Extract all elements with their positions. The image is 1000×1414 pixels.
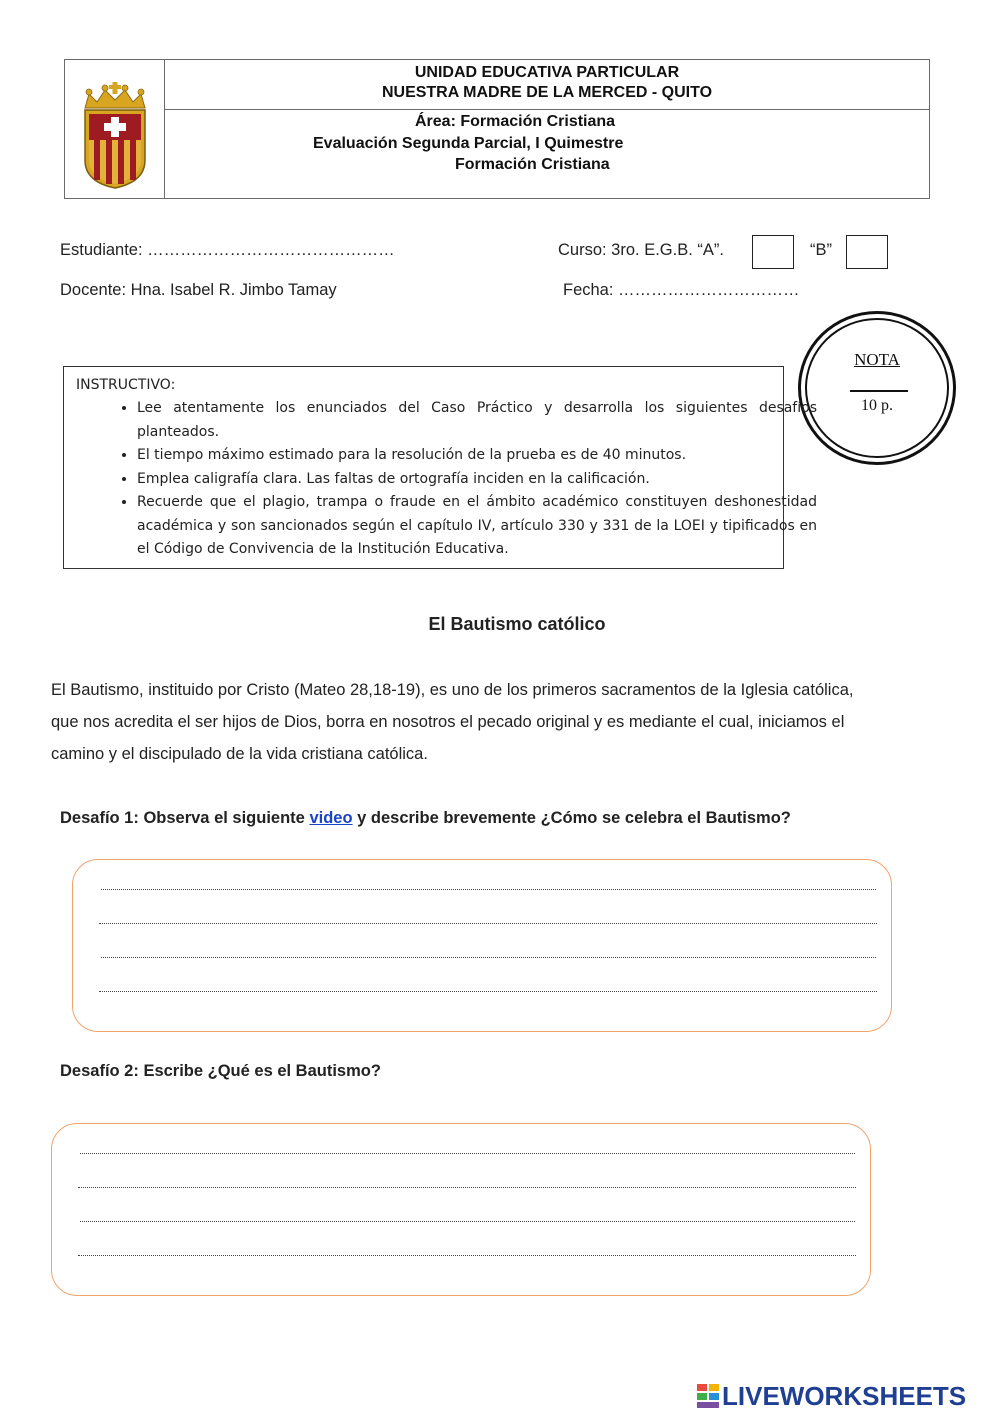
liveworksheets-logo-icon [696, 1383, 720, 1409]
school-crest-logo [65, 60, 165, 198]
course-b-label: “B” [810, 241, 832, 259]
answer-line[interactable] [101, 889, 876, 890]
logo-cell [65, 60, 165, 198]
instructions-box [63, 366, 817, 569]
challenge2-question: Desafío 2: Escribe ¿Qué es el Bautismo? [60, 1062, 381, 1080]
course-b-checkbox[interactable] [846, 235, 888, 269]
challenge1-prefix: Desafío 1: Observa el siguiente [60, 809, 305, 827]
answer-line[interactable] [80, 1153, 855, 1154]
subject-title: Formación Cristiana [455, 156, 610, 173]
teacher-label: Docente: Hna. Isabel R. Jimbo Tamay [60, 281, 337, 299]
answer-line[interactable] [80, 1221, 855, 1222]
reading-paragraph-line3: camino y el discipulado de la vida cristiana católica. [51, 745, 428, 763]
course-label: Curso: 3ro. E.G.B. “A”. [558, 241, 724, 259]
instruction-item: • Recuerde que el plagio, trampa o fraude en el ámbito académico constituyen deshonestidad académica y son sancionados según el capítulo IV, artículo 330 y 331 de la LOEI y tipificados en el Código de Convivencia de la Institución Educativa. [137, 491, 817, 562]
instructions-title: INSTRUCTIVO: [76, 377, 176, 393]
area-title: Área: Formación Cristiana [415, 113, 616, 130]
reading-title: El Bautismo católico [428, 614, 606, 634]
grade-label: NOTA [854, 350, 900, 369]
liveworksheets-watermark [696, 1381, 996, 1411]
student-field[interactable]: Estudiante: ……………………………………… [60, 241, 395, 259]
date-field[interactable]: Fecha: …………………………… [563, 281, 800, 299]
answer-line[interactable] [78, 1187, 856, 1188]
answer-line[interactable] [99, 991, 877, 992]
header-table [64, 59, 930, 199]
reading-paragraph-line1: El Bautismo, instituido por Cristo (Mateo 28,18-19), es uno de los primeros sacramentos de la Iglesia católica, [51, 681, 854, 699]
header-top-cell [165, 60, 929, 110]
brand-text: LIVEWORKSHEETS [722, 1381, 967, 1411]
grade-line [850, 390, 908, 392]
challenge1-question [60, 809, 791, 828]
course-a-checkbox[interactable] [752, 235, 794, 269]
challenge2-answer-box[interactable] [51, 1123, 871, 1296]
instruction-item: • Lee atentamente los enunciados del Caso Práctico y desarrolla los siguientes desafíos planteados. [137, 397, 817, 444]
answer-line[interactable] [101, 957, 876, 958]
instructions-list [92, 397, 817, 562]
challenge1-suffix: y describe brevemente ¿Cómo se celebra el Bautismo? [357, 809, 791, 827]
grade-circle-inner [805, 318, 949, 458]
reading-paragraph-line2: que nos acredita el ser hijos de Dios, borra en nosotros el pecado original y es mediante el cual, iniciamos el [51, 713, 845, 731]
answer-line[interactable] [99, 923, 877, 924]
video-link[interactable]: video [309, 809, 353, 827]
answer-line[interactable] [78, 1255, 856, 1256]
school-name-line2: NUESTRA MADRE DE LA MERCED - QUITO [381, 84, 713, 101]
grade-points: 10 p. [861, 397, 893, 414]
challenge1-answer-box[interactable] [72, 859, 892, 1032]
evaluation-title: Evaluación Segunda Parcial, I Quimestre [313, 135, 624, 152]
instruction-item: • El tiempo máximo estimado para la resolución de la prueba es de 40 minutos. [137, 444, 817, 468]
school-name-line1: UNIDAD EDUCATIVA PARTICULAR [414, 64, 680, 81]
grade-circle [798, 311, 956, 465]
instruction-item: • Emplea caligrafía clara. Las faltas de ortografía inciden en la calificación. [137, 468, 817, 492]
